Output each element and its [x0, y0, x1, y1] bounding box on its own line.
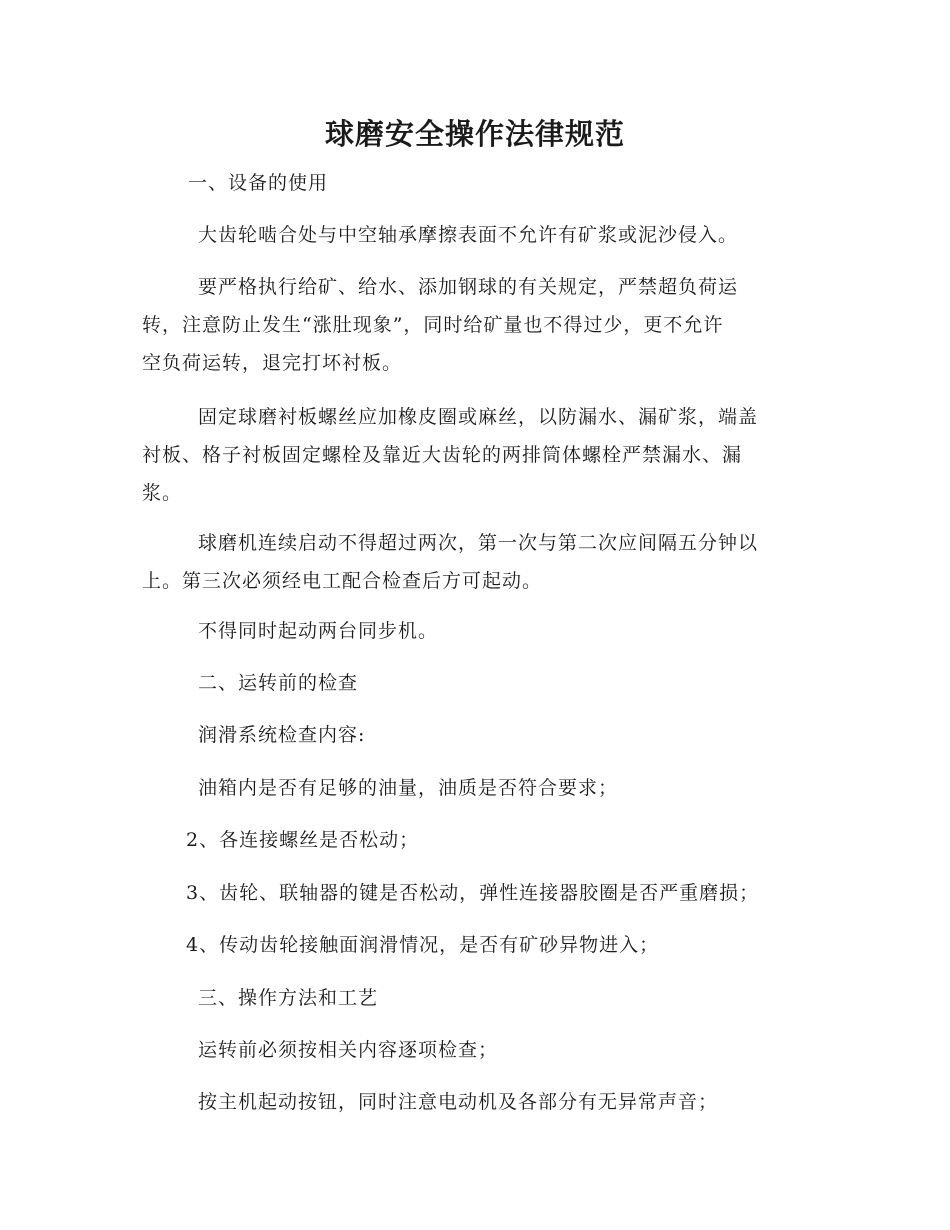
section-3-heading: 三、操作方法和工艺: [198, 987, 379, 1009]
paragraph-line: 空负荷运转，退完打坏衬板。: [142, 352, 403, 374]
page-title: 球磨安全操作法律规范: [324, 117, 625, 151]
section-2-list-item-3: 3、齿轮、联轴器的键是否松动，弹性连接器胶圈是否严重磨损；: [186, 882, 760, 904]
paragraph-line: 转，注意防止发生“涨肚现象”，同时给矿量也不得过少，更不允许: [142, 314, 724, 336]
section-1-paragraph-3: [142, 398, 812, 512]
section-1-paragraph-1: 大齿轮啮合处与中空轴承摩擦表面不允许有矿浆或泥沙侵入。: [198, 224, 739, 246]
section-1-heading: 一、设备的使用: [188, 172, 329, 194]
section-2-paragraph-1: 润滑系统检查内容:: [198, 724, 366, 746]
paragraph-line: 上。第三次必须经电工配合检查后方可起动。: [142, 570, 543, 592]
section-2-list-item-2: 2、各连接螺丝是否松动；: [186, 829, 420, 851]
section-3-paragraph-2: 按主机起动按钮，同时注意电动机及各部分有无异常声音；: [198, 1091, 719, 1113]
section-2-list-item-4: 4、传动齿轮接触面润滑情况，是否有矿砂异物进入；: [186, 934, 660, 956]
paragraph-line: 浆。: [142, 482, 183, 504]
paragraph-line: 衬板、格子衬板固定螺栓及靠近大齿轮的两排筒体螺栓严禁漏水、漏: [142, 444, 743, 466]
paragraph-line: 固定球磨衬板螺丝应加橡皮圈或麻丝，以防漏水、漏矿浆，端盖: [198, 406, 759, 428]
section-1-paragraph-4: [142, 524, 812, 600]
section-3-paragraph-1: 运转前必须按相关内容逐项检查；: [198, 1039, 499, 1061]
section-1-paragraph-2: [142, 268, 812, 382]
section-1-paragraph-5: 不得同时起动两台同步机。: [198, 620, 439, 642]
paragraph-line: 要严格执行给矿、给水、添加钢球的有关规定，严禁超负荷运: [198, 276, 739, 298]
section-2-heading: 二、运转前的检查: [198, 672, 359, 694]
section-2-paragraph-2: 油箱内是否有足够的油量，油质是否符合要求；: [198, 777, 619, 799]
paragraph-line: 球磨机连续启动不得超过两次，第一次与第二次应间隔五分钟以: [198, 532, 759, 554]
